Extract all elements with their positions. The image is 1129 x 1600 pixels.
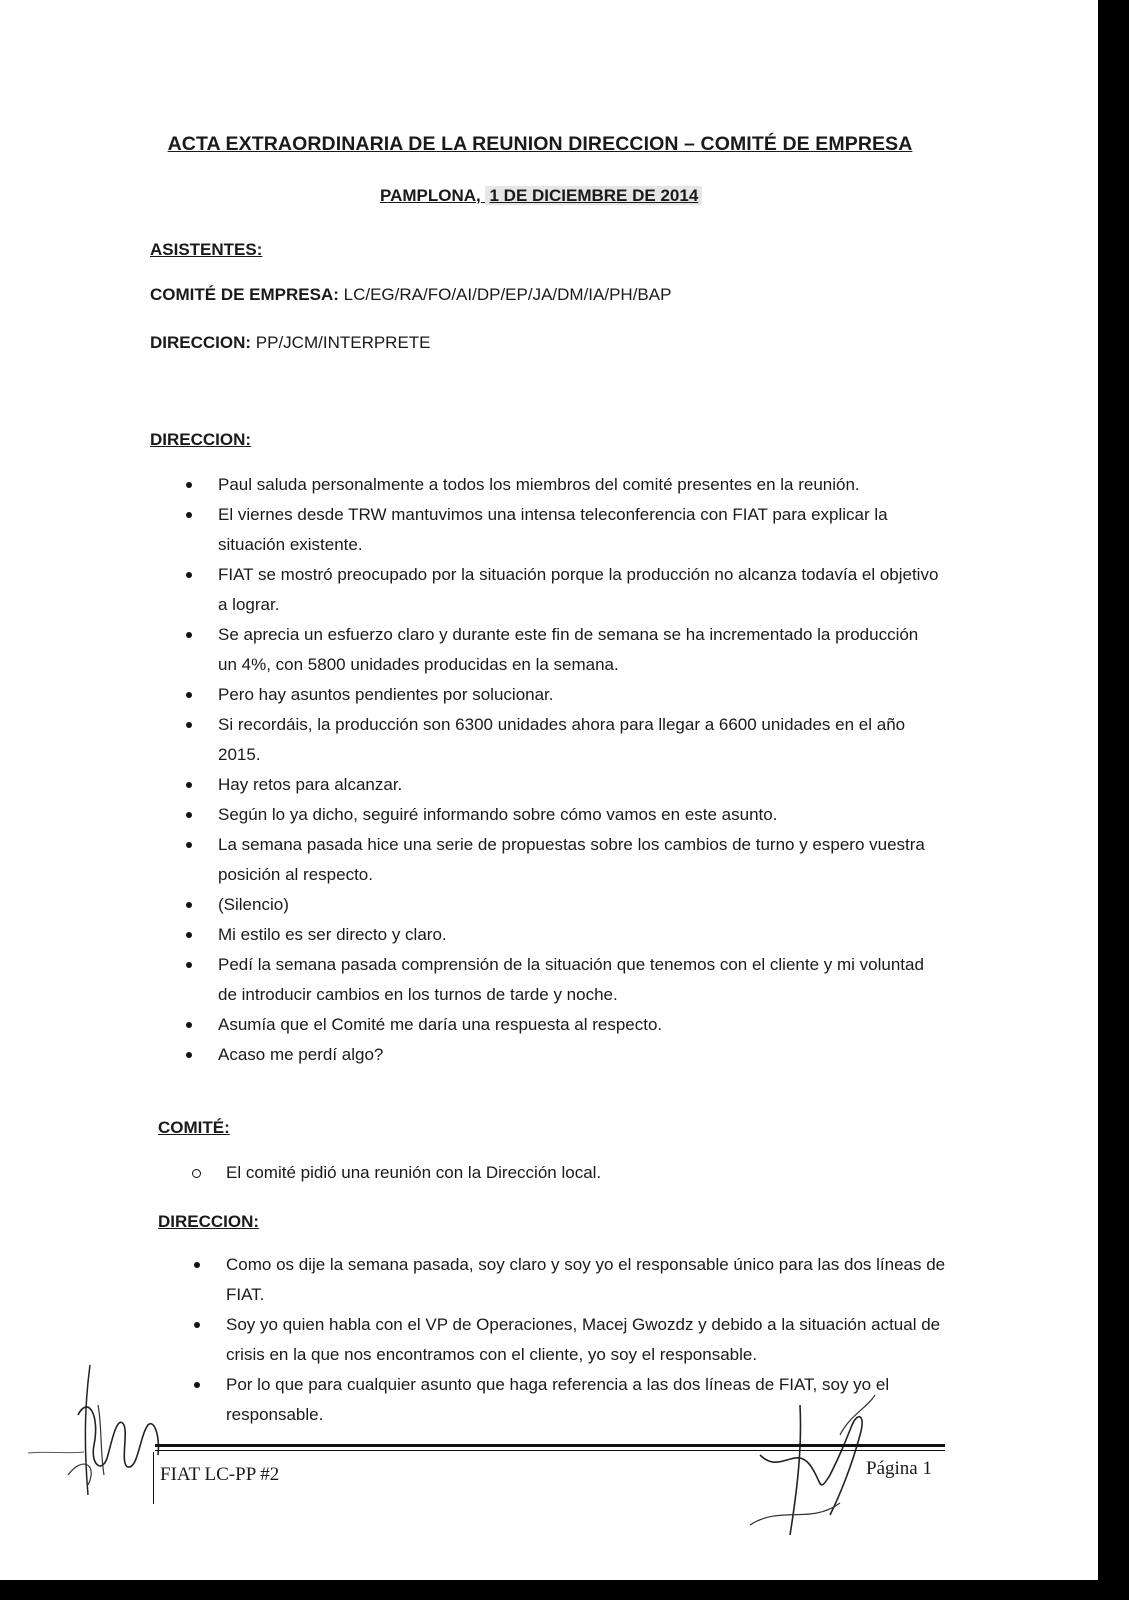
direction-attendees: [150, 333, 431, 353]
list-item: El comité pidió una reunión con la Dirección local.: [188, 1158, 928, 1188]
footer-document-id: FIAT LC-PP #2: [160, 1464, 280, 1485]
left-signature-icon: [28, 1355, 178, 1515]
list-item: FIAT se mostró preocupado por la situación porque la producción no alcanza todavía el objetivo a lograr.: [180, 560, 940, 620]
list-item: Pero hay asuntos pendientes por solucionar.: [180, 680, 940, 710]
list-item: (Silencio): [180, 890, 940, 920]
attendees-heading: ASISTENTES:: [150, 240, 263, 259]
footer-left-border: [153, 1452, 154, 1504]
list-item: Si recordáis, la producción son 6300 unidades ahora para llegar a 6600 unidades en el año 2015.: [180, 710, 940, 770]
list-item: Se aprecia un esfuerzo claro y durante este fin de semana se ha incrementado la producción un 4%, con 5800 unidades producidas en la semana.: [180, 620, 940, 680]
list-item: Hay retos para alcanzar.: [180, 770, 940, 800]
committee-attendees: [150, 285, 671, 305]
committee-value: LC/EG/RA/FO/AI/DP/EP/JA/DM/IA/PH/BAP: [338, 285, 672, 304]
section1-list: [180, 470, 940, 1070]
direction-label: DIRECCION:: [150, 333, 252, 352]
list-item: Acaso me perdí algo?: [180, 1040, 940, 1070]
footer-divider-thin: [155, 1450, 945, 1451]
footer-page-number: Página 1: [866, 1458, 932, 1479]
list-item: Mi estilo es ser directo y claro.: [180, 920, 940, 950]
list-item: Como os dije la semana pasada, soy claro y soy yo el responsable único para las dos líneas de FIAT.: [188, 1250, 948, 1310]
list-item: Según lo ya dicho, seguiré informando sobre cómo vamos en este asunto.: [180, 800, 940, 830]
direction-value: PP/JCM/INTERPRETE: [251, 333, 431, 352]
list-item: Soy yo quien habla con el VP de Operaciones, Macej Gwozdz y debido a la situación actual de crisis en la que nos encontramos con el cliente, yo soy el responsable.: [188, 1310, 948, 1370]
section1-heading: DIRECCION:: [150, 430, 252, 449]
list-item: Asumía que el Comité me daría una respuesta al respecto.: [180, 1010, 940, 1040]
list-item: Por lo que para cualquier asunto que haga referencia a las dos líneas de FIAT, soy yo el responsable.: [188, 1370, 948, 1430]
list-item: El viernes desde TRW mantuvimos una intensa teleconferencia con FIAT para explicar la situación existente.: [180, 500, 940, 560]
document-subtitle: [380, 186, 702, 206]
list-item: La semana pasada hice una serie de propuestas sobre los cambios de turno y espero vuestra posición al respecto.: [180, 830, 940, 890]
document-title: ACTA EXTRAORDINARIA DE LA REUNION DIRECCION – COMITÉ DE EMPRESA: [167, 133, 913, 155]
section2-heading: COMITÉ:: [158, 1118, 230, 1137]
document-date: 1 DE DICIEMBRE DE 2014: [485, 186, 702, 205]
footer-divider: [155, 1444, 945, 1447]
document-place: PAMPLONA,: [380, 186, 481, 205]
section3-heading: DIRECCION:: [158, 1212, 260, 1231]
section2-list: [188, 1158, 928, 1188]
list-item: Paul saluda personalmente a todos los miembros del comité presentes en la reunión.: [180, 470, 940, 500]
committee-label: COMITÉ DE EMPRESA:: [150, 285, 339, 304]
list-item: Pedí la semana pasada comprensión de la situación que tenemos con el cliente y mi voluntad de introducir cambios en los turnos de tarde y noche.: [180, 950, 940, 1010]
